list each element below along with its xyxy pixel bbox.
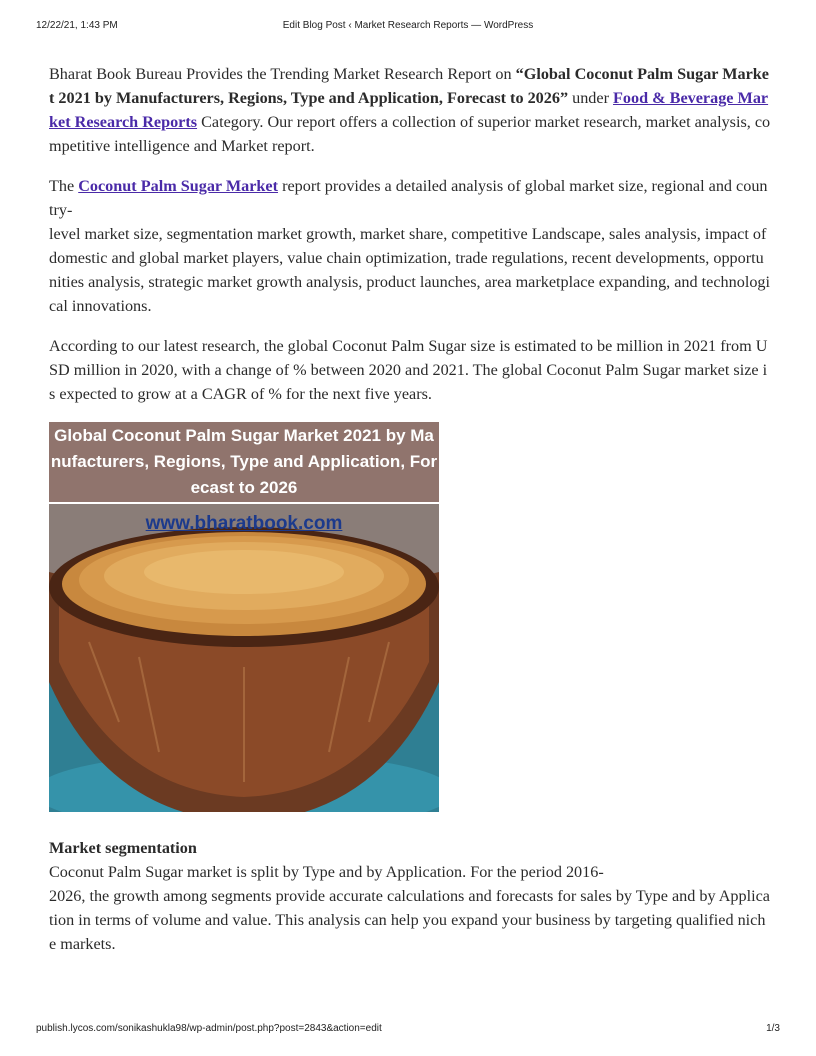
post-content	[49, 62, 771, 972]
cover-banner-title: Global Coconut Palm Sugar Market 2021 by Manufacturers, Regions, Type and Application, Forecast to 2026	[50, 426, 438, 497]
market-link[interactable]: Coconut Palm Sugar Market	[78, 177, 279, 195]
print-page-title: Edit Blog Post ‹ Market Research Reports — WordPress	[282, 20, 534, 31]
intro-paragraph	[49, 62, 771, 158]
category-link[interactable]: Food & Beverage Market Research Reports	[49, 89, 769, 131]
desc-text-1: report provides a detailed analysis of global market size, regional and country-	[49, 177, 768, 219]
segmentation-text-2: 2026, the growth among segments provide accurate calculations and forecasts for sales by Type and by Application in terms of volume and value. This analysis can help you expand your business by targeting qualified niche markets.	[49, 887, 770, 953]
page-number: 1/3	[766, 1023, 780, 1034]
print-url: publish.lycos.com/sonikashukla98/wp-admin/post.php?post=2843&action=edit	[36, 1023, 382, 1034]
intro-prefix: Bharat Book Bureau Provides the Trending Market Research Report on	[49, 65, 516, 83]
desc-prefix: The	[49, 177, 79, 195]
segmentation-heading: Market segmentation	[49, 839, 197, 857]
report-description-paragraph	[49, 174, 771, 318]
intro-suffix: Category. Our report offers a collection of superior market research, market analysis, competitive intelligence and Market report.	[49, 113, 771, 155]
report-title: “Global Coconut Palm Sugar Market 2021 by Manufacturers, Regions, Type and Application, Forecast to 2026”	[49, 65, 769, 107]
segmentation-text-1: Coconut Palm Sugar market is split by Type and by Application. For the period 2016-	[49, 863, 604, 881]
desc-text-2: level market size, segmentation market growth, market share, competitive Landscape, sales analysis, impact of domestic and global market players, value chain optimization, trade regulations, recent developments, opportunities analysis, strategic market growth analysis, product launches, area marketplace expanding, and technological innovations.	[49, 225, 770, 315]
segmentation-section	[49, 836, 771, 956]
intro-under: under	[568, 89, 614, 107]
research-paragraph: According to our latest research, the global Coconut Palm Sugar size is estimated to be million in 2021 from USD million in 2020, with a change of % between 2020 and 2021. The global Coconut Palm Sugar market size is expected to grow at a CAGR of % for the next five years.	[49, 337, 768, 403]
print-header	[36, 20, 780, 34]
print-footer	[36, 1023, 780, 1037]
print-datetime: 12/22/21, 1:43 PM	[36, 20, 118, 31]
cover-website: www.bharatbook.com	[145, 513, 343, 534]
report-cover-image	[49, 422, 439, 812]
